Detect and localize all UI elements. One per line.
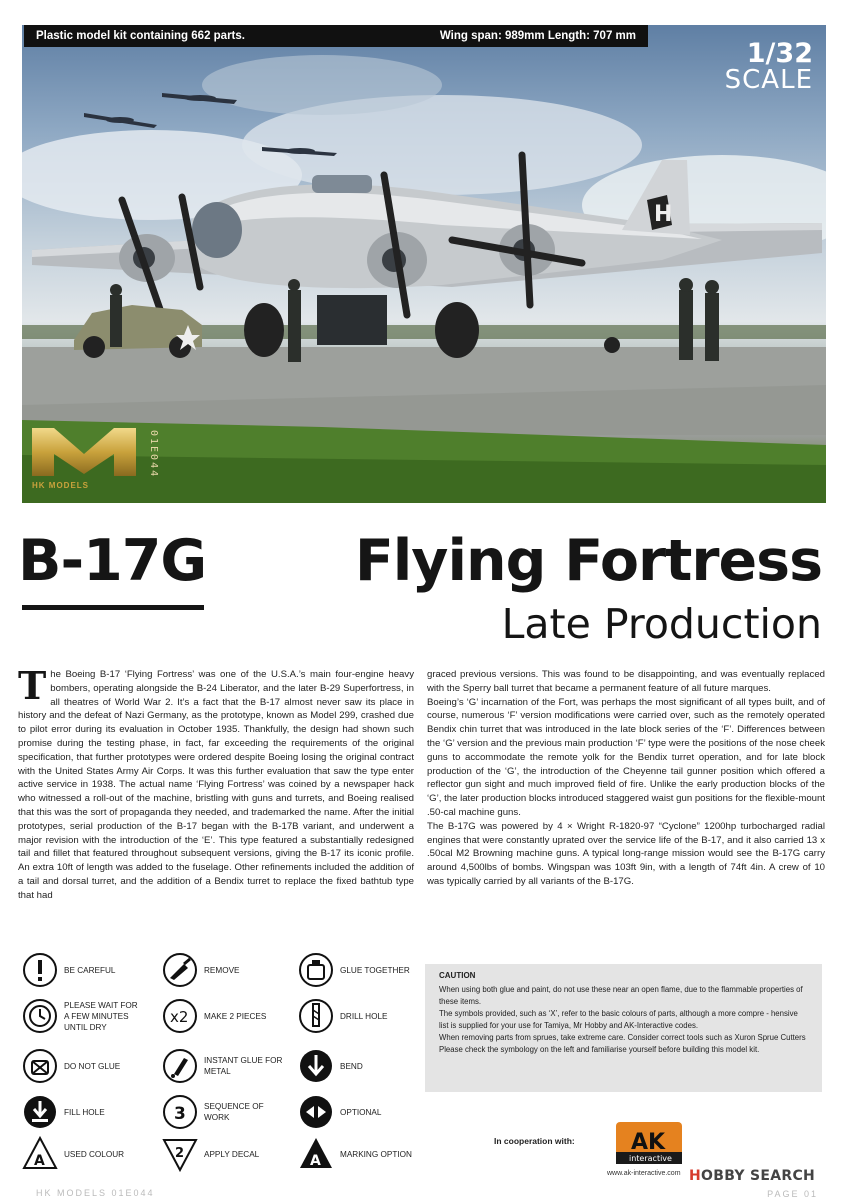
clock-wait-icon [22,998,58,1034]
fill-hole-icon [22,1094,58,1130]
svg-text:A: A [310,1153,321,1169]
glue-together-icon [298,952,334,988]
history-paragraph-2: graced previous versions. This was found to be disappointing, and was eventually replaced with the Sperry ball turret that became a permanent feature of all future marques. [427,669,825,694]
legend-item: x2 MAKE 2 PIECES [162,998,284,1034]
title-underline [22,605,204,610]
symbol-legend [22,952,422,1177]
scale-ratio: 1/32 [746,38,813,69]
bend-icon [298,1048,334,1084]
legend-item: DO NOT GLUE [22,1048,144,1084]
footer-brand-code: HK MODELS 01E044 [36,1188,155,1198]
drill-icon [298,998,334,1034]
legend-item: A MARKING OPTION [298,1136,420,1172]
legend-item: INSTANT GLUE FOR METAL [162,1048,284,1084]
legend-item: REMOVE [162,952,284,988]
hobby-search-watermark: HOBBY SEARCH [689,1168,816,1184]
no-glue-icon [22,1048,58,1084]
ak-interactive-url[interactable]: www.ak-interactive.com [607,1170,681,1177]
brand-name: HK MODELS [32,481,89,490]
caution-title: CAUTION [439,971,476,980]
hk-m-logo-icon [32,428,136,476]
b17-aircraft-illustration [22,25,826,503]
hk-models-logo [32,428,136,490]
page-number: PAGE 01 [767,1189,818,1199]
caution-line: The symbols provided, such as ‘X’, refer to the basic colours of parts, although a more compre - hensive list is supplied for your use for Tamiya, Mr Hobby and AK-Interactive codes. [439,1009,798,1030]
svg-text:AK: AK [631,1130,666,1155]
aircraft-name: Flying Fortress [354,528,822,594]
caution-line: Please check the symbology on the left and familiarise yourself before building this model kit. [439,1045,760,1054]
legend-item: PLEASE WAIT FOR A FEW MINUTES UNTIL DRY [22,998,144,1034]
kit-parts-count: Plastic model kit containing 662 parts. [36,30,245,42]
sequence-icon [162,1094,198,1130]
legend-item: OPTIONAL [298,1094,420,1130]
knife-remove-icon [162,952,198,988]
legend-item: A USED COLOUR [22,1136,144,1172]
ak-interactive-logo [616,1122,682,1164]
caution-box [425,964,822,1092]
used-colour-icon [22,1136,58,1172]
model-title: B-17G [18,528,207,594]
legend-item: BEND [298,1048,420,1084]
legend-item: FILL HOLE [22,1094,144,1130]
marking-option-icon [298,1136,334,1172]
scale-word: SCALE [724,65,813,95]
history-text-left [18,663,414,903]
scale-badge [725,40,813,93]
svg-text:2: 2 [175,1146,185,1161]
hero-image [22,25,826,503]
aircraft-subtitle: Late Production [501,600,822,648]
caution-line: When removing parts from sprues, take extreme care. Consider correct tools such as Xuron Sprue Cutters [439,1033,806,1042]
kit-info-bar [24,25,648,47]
legend-item: BE CAREFUL [22,952,144,988]
exclamation-circle-icon [22,952,58,988]
svg-text:H: H [654,202,673,227]
product-code: 01E044 [148,430,159,479]
drop-cap: T [18,663,47,708]
apply-decal-icon [162,1136,198,1172]
x2-icon [162,998,198,1034]
svg-text:A: A [34,1153,45,1169]
caution-line: When using both glue and paint, do not use these near an open flame, due to the flammable properties of these items. [439,985,803,1006]
legend-item: 3 SEQUENCE OF WORK [162,1094,284,1130]
cooperation-label: In cooperation with: [494,1136,575,1146]
svg-text:interactive: interactive [629,1154,672,1163]
instant-glue-icon [162,1048,198,1084]
history-text-right [427,668,825,889]
optional-icon [298,1094,334,1130]
history-paragraph-4: The B-17G was powered by 4 × Wright R-1820-97 “Cyclone” 1200hp turbocharged radial engines that were constantly uprated over the service life of the B-17, and it also carried 13 x .50cal M2 Browning machine guns. A typical long-range mission would see the B-17G carry around 4,500lbs of bombs. Wingspan was 103ft 9in, with a length of 74ft 4in. A crew of 10 was typically carried by all variants of the B-17G. [427,820,825,887]
history-paragraph-3: Boeing’s ‘G’ incarnation of the Fort, was perhaps the most significant of all types built, and of course, numerous ‘F’ version modifications were carried over, such as the remotely operated Bendix chin turret that was introduced in the late block series of the ‘F’. Differences between the ‘G’ version and the previous main production ‘F’ type were the positions of the nose cheek guns to accommodate the remote yolk for the Bendix turret operation, and for late block production of the ‘G’, the introduction of the Cheyenne tail gunner position which offered a reflector gun sight and much improved field of fire. Unlike the early production blocks of the ‘G’, the later production blocks introduced staggered waist gun positions for the flexible-mount .50-cal machine guns. [427,696,825,818]
legend-item: GLUE TOGETHER [298,952,420,988]
kit-dimensions: Wing span: 989mm Length: 707 mm [439,30,636,42]
legend-item: 2 APPLY DECAL [162,1136,284,1172]
history-paragraph-1: he Boeing B-17 ‘Flying Fortress’ was one of the U.S.A.’s main four-engine heavy bombers, operating alongside the B-24 Liberator, and the later B-29 Superfortress, in all theatres of World War 2. It’s a fact that the B-17 almost never saw its place in history and the defeat of Nazi Germany, as the prototype, known as Model 299, crashed due to pilot error during its evaluation in October 1935. Thankfully, the design had shown such promise during the testing phase, in fact, far exceeding the requirements of the original specification, that further prototypes were ordered despite Boeing losing the original contract with the United States Army Air Corps. It was this further evaluation that saw the type enter active service in 1938. The actual name ‘Flying Fortress’ was coined by a newspaper hack who witnessed a roll-out of the machine, bristling with guns and turrets, and Boeing realised that this was the sort of propaganda they needed, and trademarked the name. After the initial prototypes, serial production of the B-17 began with the B-17B variant, and underwent a major revision with the introduction of the ‘E’. This type featured a substantially redesigned tail and fillet that featured throughout subsequent versions, giving the B-17 its iconic profile. An extra 10ft of length was added to the fuselage. Other refinements included the addition of a tail and dorsal turret, and the addition of a Bendix turret to replace the fixed bathtub type that had [18,669,414,901]
legend-item: DRILL HOLE [298,998,420,1034]
svg-text:x2: x2 [170,1008,189,1026]
svg-text:3: 3 [174,1104,186,1124]
